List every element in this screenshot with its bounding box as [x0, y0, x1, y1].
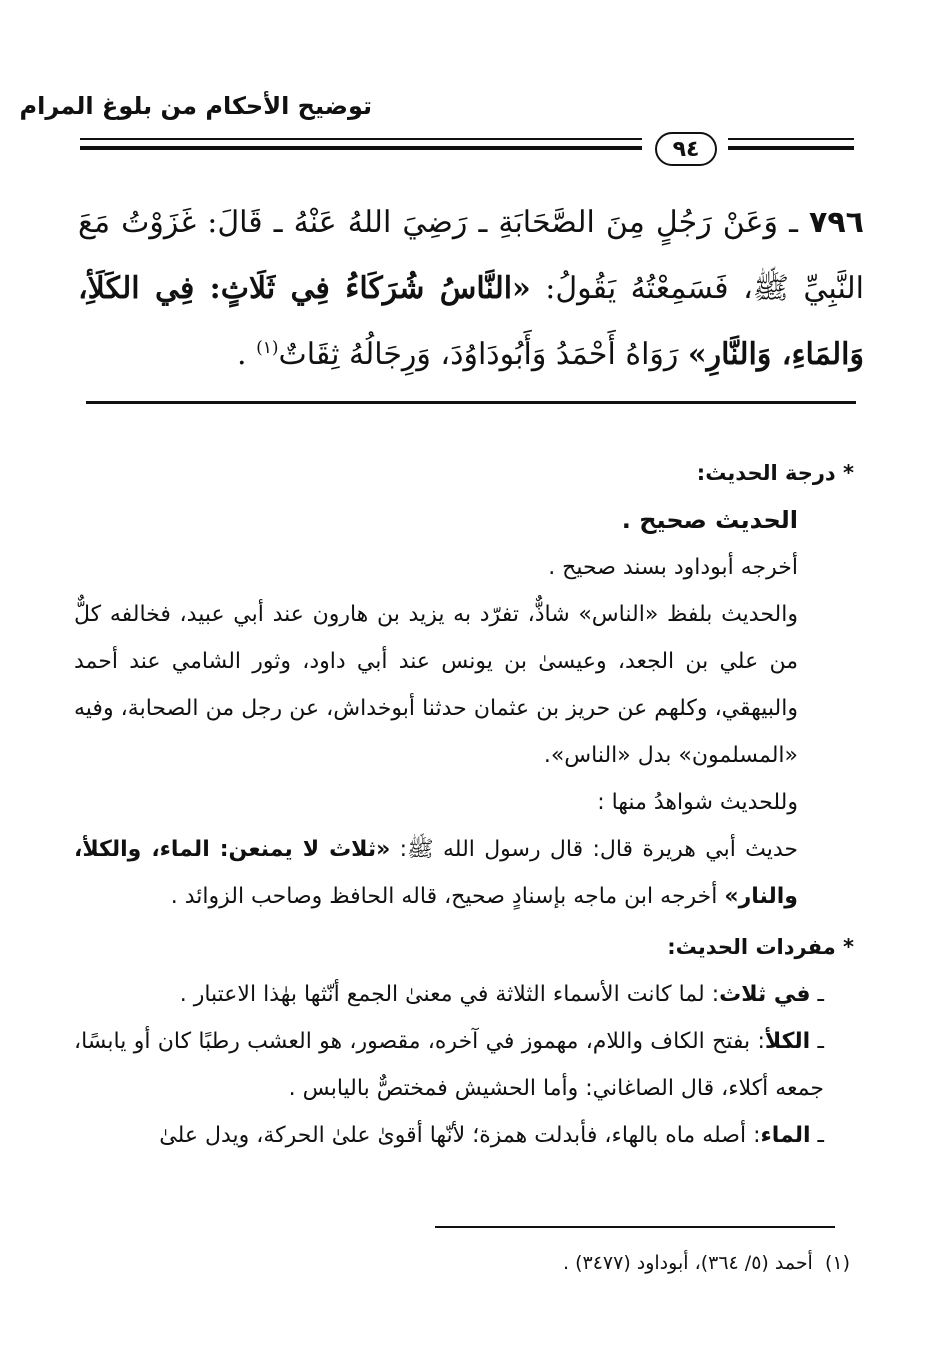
- header-rule-bottom-left: [80, 146, 642, 150]
- vocab-prefix: ـ: [810, 982, 824, 1007]
- grade-verdict: الحديث صحيح .: [621, 506, 798, 534]
- grade-paragraph-4: [74, 826, 854, 920]
- grade-p4-end: أخرجه ابن ماجه بإسنادٍ صحيح، قاله الحافظ وصاحب الزوائد .: [170, 884, 725, 909]
- hadith-number: ٧٩٦: [809, 205, 864, 240]
- running-title: توضيح الأحكام من بلوغ المرام: [19, 92, 372, 120]
- hadith-quote: «النَّاسُ شُرَكَاءُ فِي ثَلَاثٍ: فِي الكَلَأِ، وَالمَاءِ، وَالنَّارِ»: [78, 271, 864, 372]
- grade-heading: * درجة الحديث:: [696, 461, 854, 485]
- vocab-term: الماء: [760, 1123, 811, 1148]
- hadith-text: [78, 190, 864, 388]
- header-rule-top-left: [80, 138, 642, 140]
- vocab-prefix: ـ: [810, 1123, 824, 1148]
- hadith-narration: رَوَاهُ أَحْمَدُ وَأَبُودَاوُدَ، وَرِجَالُهُ ثِقَاتٌ: [278, 337, 688, 372]
- footnote-marker: (١): [824, 1252, 850, 1274]
- vocab-term: في ثلاث: [719, 982, 811, 1007]
- commentary: [74, 450, 854, 1159]
- vocab-item: [74, 1112, 854, 1159]
- footnote-rule: [435, 1226, 835, 1228]
- grade-paragraph-3: وللحديث شواهدُ منها :: [597, 790, 798, 815]
- vocab-definition: : بفتح الكاف واللام، مهموز في آخره، مقصور، هو العشب رطبًا كان أو يابسًا، جمعه أكلاء، قال الصاغاني: وأما الحشيش فمختصٌّ باليابس .: [74, 1029, 824, 1101]
- vocab-term: الكلأ: [764, 1029, 811, 1054]
- footnote: [563, 1252, 850, 1274]
- footnote-reference[interactable]: (١): [256, 338, 279, 358]
- grade-p4-start: حديث أبي هريرة قال: قال رسول الله ﷺ:: [390, 837, 798, 862]
- vocab-definition: : لما كانت الأسماء الثلاثة في معنىٰ الجمع أنّثها بهٰذا الاعتبار .: [179, 982, 720, 1007]
- vocab-definition: : أصله ماه بالهاء، فأبدلت همزة؛ لأنّها أقوىٰ علىٰ الحركة، ويدل علىٰ: [159, 1123, 761, 1148]
- grade-paragraph-2: والحديث بلفظ «الناس» شاذٌّ، تفرّد به يزيد بن هارون عند أبي عبيد، فخالفه كلٌّ من علي بن الجعد، وعيسىٰ بن يونس عند أبي داود، وثور الشامي عند أحمد والبيهقي، وكلهم عن حريز بن عثمان حدثنا أبوخداش، عن رجل من الصحابة، وفيه «المسلمون» بدل «الناس».: [74, 602, 798, 768]
- grade-paragraph-1: أخرجه أبوداود بسند صحيح .: [548, 555, 798, 580]
- grade-p4-quote: «ثلاث لا يمنعن: الماء، والكلأ، والنار»: [74, 837, 798, 909]
- page-number: [655, 132, 717, 166]
- vocab-item: [74, 971, 854, 1018]
- section-separator: [86, 401, 856, 404]
- vocab-heading: * مفردات الحديث:: [667, 935, 854, 959]
- page-number-text: ٩٤: [672, 136, 700, 162]
- header-rule-bottom-right: [728, 146, 854, 150]
- vocab-item: [74, 1018, 854, 1112]
- footnote-text: أحمد (٥/ ٣٦٤)، أبوداود (٣٤٧٧) .: [562, 1252, 813, 1274]
- vocab-prefix: ـ: [810, 1029, 824, 1054]
- hadith-end: .: [237, 337, 257, 372]
- header-rule-top-right: [728, 138, 854, 140]
- hadith-dash: ـ: [778, 205, 810, 240]
- hadith-intro: وَعَنْ رَجُلٍ مِنَ الصَّحَابَةِ ـ رَضِيَ اللهُ عَنْهُ ـ قَالَ: غَزَوْتُ مَعَ النَّبِيِّ ﷺ، فَسَمِعْتُهُ يَقُولُ:: [78, 205, 864, 306]
